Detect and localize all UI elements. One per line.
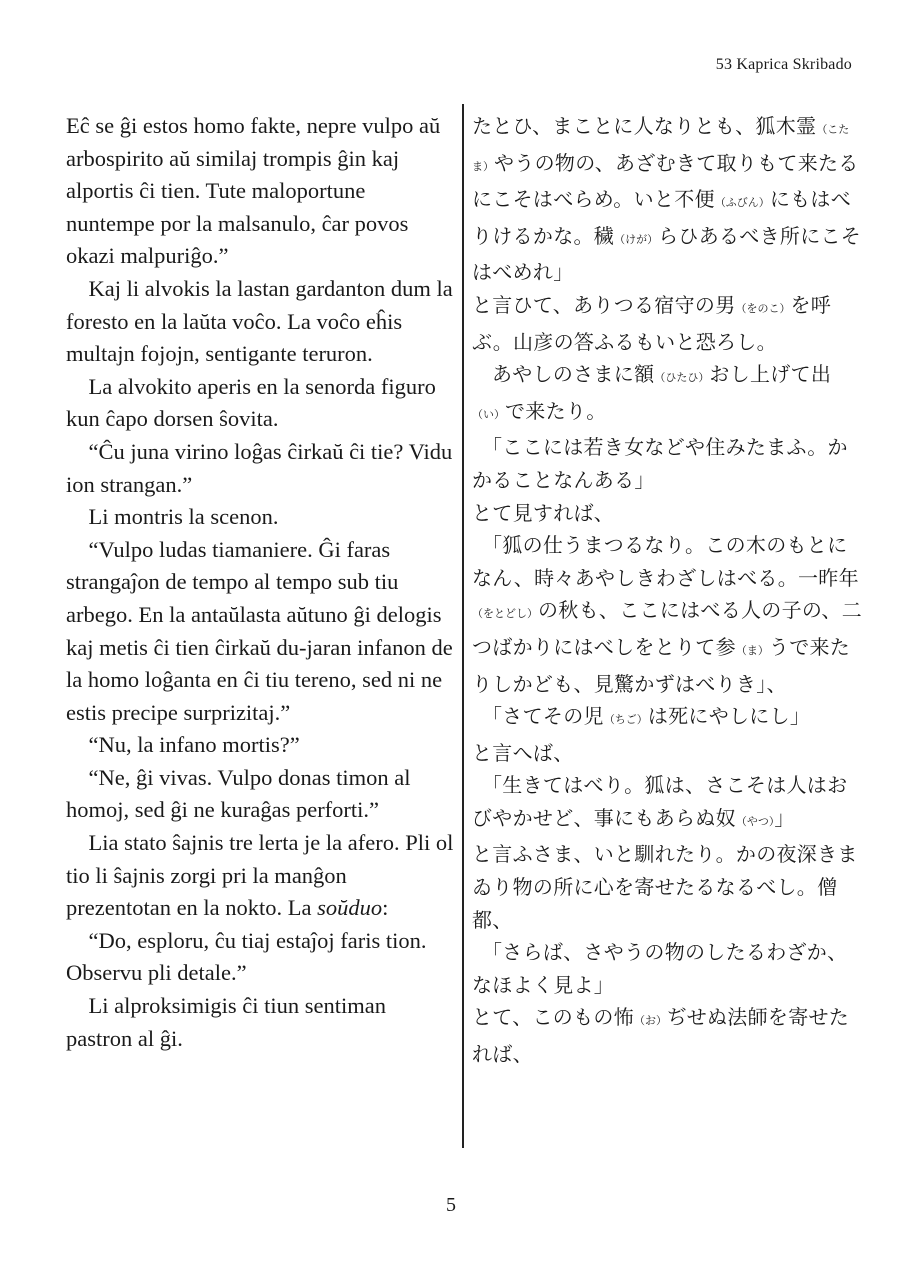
emphasis-term: soŭduo	[317, 895, 383, 921]
text: あやしのさまに額	[492, 362, 655, 387]
esperanto-column	[66, 110, 454, 1055]
paragraph-text: :	[382, 895, 389, 921]
paragraph	[472, 1001, 864, 1070]
paragraph	[472, 358, 864, 431]
text: おし上げて出	[709, 362, 832, 387]
text: は死にやしにし」	[647, 704, 811, 729]
furigana: （やつ）	[735, 814, 775, 828]
paragraph: “Ĉu juna virino loĝas ĉirkaŭ ĉi tie? Vidu ion strangan.”	[66, 438, 453, 497]
text: 「狐の仕うまつるなり。この木のもとになん、時々あやしきわざしはべる。一昨年	[472, 533, 859, 590]
furigana: （をのこ）	[735, 301, 791, 315]
paragraph: Li alproksimigis ĉi tiun sentiman pastron al ĝi.	[66, 993, 386, 1051]
furigana: （をとどし）	[472, 607, 538, 621]
text: 「生きてはべり。狐は、さこそは人はおびやかせど、事にもあらぬ奴	[472, 773, 848, 830]
text: たとひ、まことに人なりとも、狐木霊	[472, 114, 817, 138]
paragraph	[472, 769, 864, 838]
paragraph	[472, 529, 864, 700]
text: と言ひて、ありつる宿守の男	[472, 292, 736, 317]
text: うで来たりしかども、見驚かずはべりき」、	[472, 634, 851, 696]
text: にもはべりけるかな。穢	[472, 187, 852, 248]
paragraph: Kaj li alvokis la lastan gardanton dum la foresto en la laŭta voĉo. La voĉo eĥis multajn fojojn, sentigante teruron.	[66, 275, 453, 367]
paragraph: “Ne, ĝi vivas. Vulpo donas timon al homoj, sed ĝi ne kuraĝas perforti.”	[66, 764, 411, 823]
paragraph: 「さらば、さやうの物のしたるわざか、なほよく見よ」	[472, 940, 848, 997]
text: の秋も、ここにはべる人の子の、二つばかりにはべしをとりて参	[472, 598, 862, 659]
furigana: （ちご）	[603, 713, 648, 727]
running-header: 53 Kaprica Skribado	[715, 56, 852, 73]
japanese-column	[472, 110, 864, 1071]
furigana: （こたま）	[472, 123, 850, 173]
furigana: （い）	[472, 407, 505, 421]
paragraph: 「ここには若き女などや住みたまふ。かかることなんある」	[472, 435, 848, 492]
furigana: （ま）	[735, 643, 769, 657]
text: で来たり。	[505, 398, 607, 423]
paragraph: “Nu, la infano mortis?”	[88, 732, 300, 758]
paragraph: “Vulpo ludas tiamaniere. Ĝi faras strangaĵon de tempo al tempo sub tiu arbego. En la antaŭlasta aŭtuno ĝi delogis kaj metis ĉi tien ĉirkaŭ du-jaran infanon de la homo loĝanta en ĉi tiu tereno, sed ni ne estis precipe surprizitaj.”	[66, 536, 453, 725]
furigana: （ふびん）	[714, 196, 770, 210]
text: らひあるべき所にこそはべめれ」	[472, 223, 862, 285]
paragraph: Eĉ se ĝi estos homo fakte, nepre vulpo aŭ arbospirito aŭ similaj trompis ĝin kaj alportis ĉi tien. Tute maloportune nuntempe por la malsanulo, ĉar povos okazi malpuriĝo.”	[66, 113, 441, 269]
paragraph: とて見すれば、	[472, 500, 615, 525]
paragraph	[472, 289, 864, 358]
paragraph	[472, 700, 864, 737]
paragraph: La alvokito aperis en la senorda figuro kun ĉapo dorsen ŝovita.	[66, 373, 436, 432]
paragraph: “Do, esploru, ĉu tiaj estaĵoj faris tion. Observu pli detale.”	[66, 927, 427, 986]
furigana: （けが）	[614, 232, 659, 246]
paragraph-text: Lia stato ŝajnis tre lerta je la afero. Pli ol tio li ŝajnis zorgi pri la manĝon prezentotan en la nokto. La	[66, 830, 454, 921]
text: を呼ぶ。山彦の答ふるもいと恐ろし。	[472, 292, 832, 354]
text: 」	[774, 805, 795, 830]
paragraph	[66, 827, 454, 925]
paragraph: Li montris la scenon.	[88, 504, 279, 530]
paragraph: と言へば、	[472, 740, 574, 765]
paragraph	[472, 110, 864, 289]
text: 「さてその児	[482, 704, 604, 729]
paragraph: と言ふさま、いと馴れたり。かの夜深きまゐり物の所に心を寄せたるなるべし。僧都、	[472, 842, 858, 932]
column-divider	[462, 104, 464, 1148]
text: ぢせぬ法師を寄せたれば、	[472, 1005, 850, 1067]
furigana: （お）	[634, 1014, 667, 1028]
furigana: （ひたひ）	[654, 371, 710, 385]
text: やうの物の、あざむきて取りもて来たるにこそはべらめ。いと不便	[472, 150, 859, 212]
text: とて、このもの怖	[472, 1005, 634, 1030]
page-number: 5	[446, 1194, 456, 1216]
